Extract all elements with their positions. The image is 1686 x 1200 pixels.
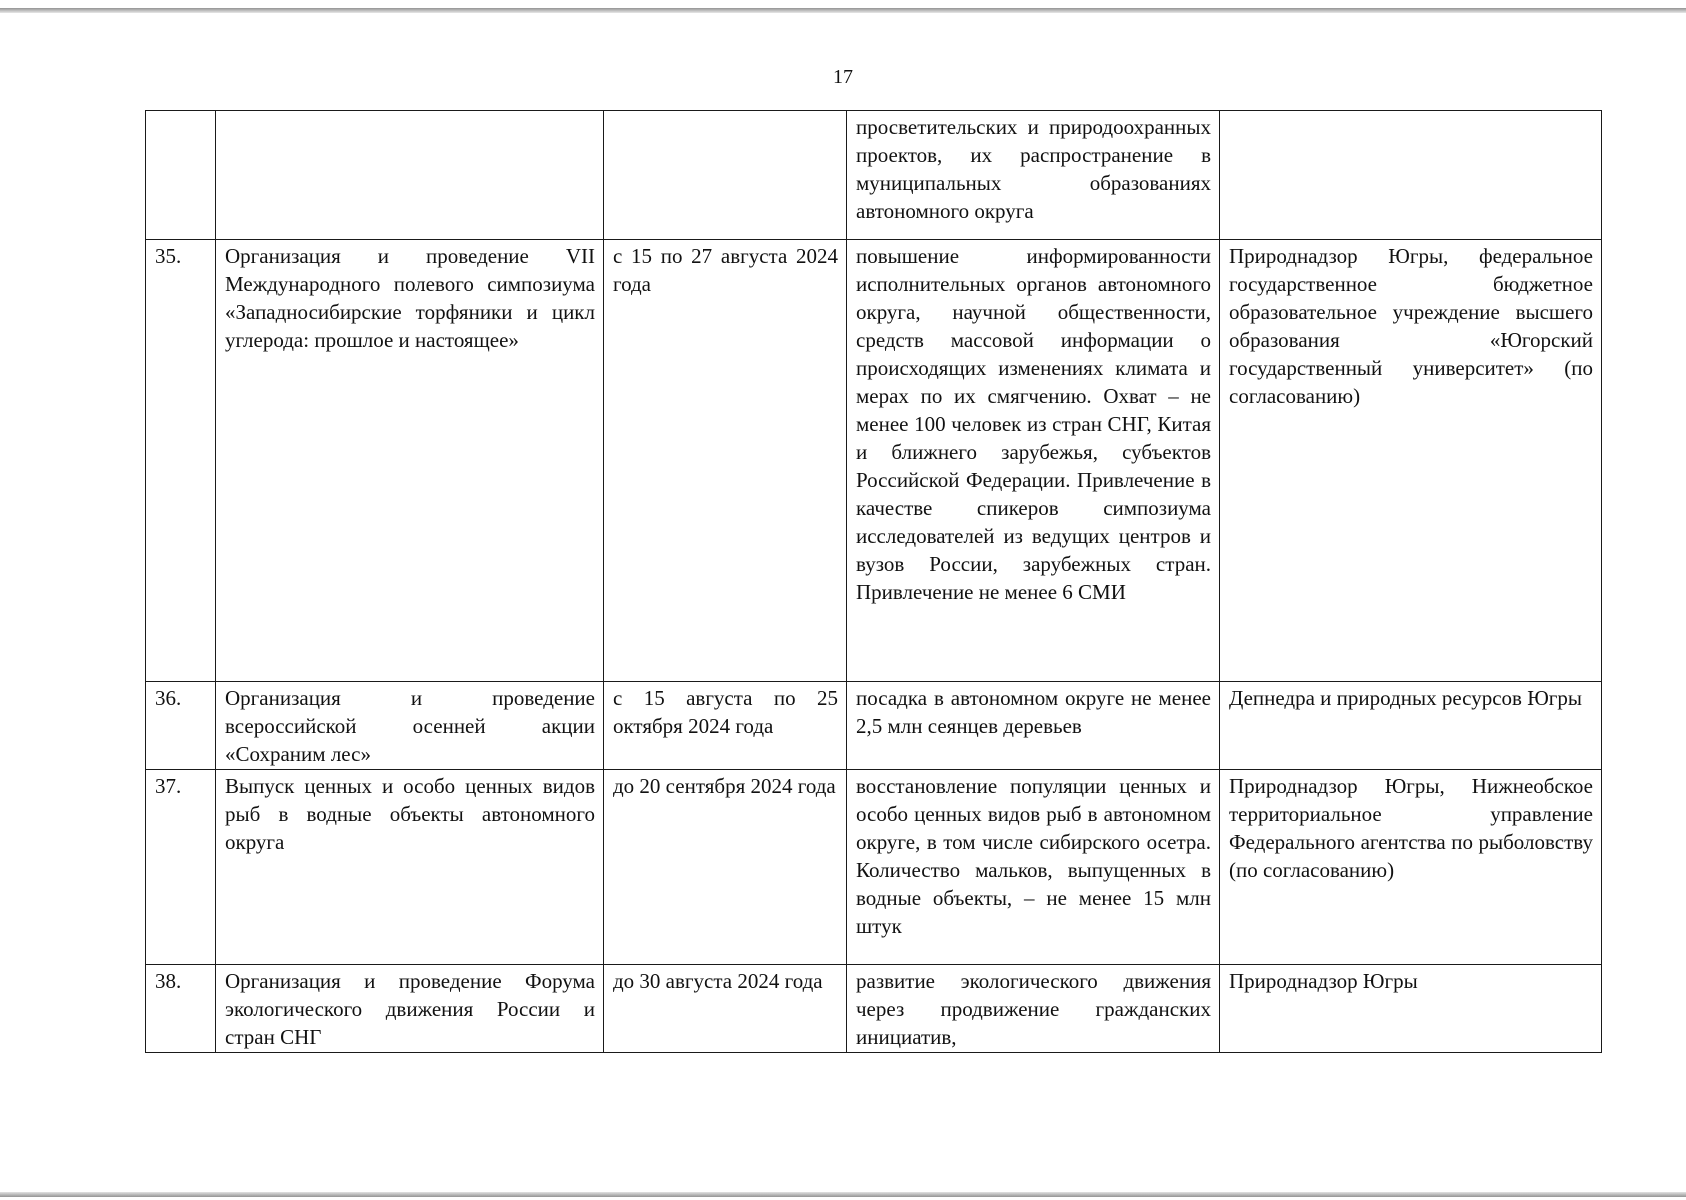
executor-cell: Природнадзор Югры, Нижнеобское территориальное управление Федерального агентства по рыболовству (по согласованию) [1220, 770, 1602, 965]
term-cell: до 30 августа 2024 года [604, 965, 847, 1053]
table-row-35 [146, 240, 1602, 682]
activity-name-cell: Организация и проведение всероссийской осенней акции «Сохраним лес» [216, 682, 604, 770]
result-cell: развитие экологического движения через продвижение гражданских инициатив, [847, 965, 1220, 1053]
row-number-cell: 35. [146, 240, 216, 682]
scan-edge-bottom [0, 1192, 1686, 1197]
row-number-cell [146, 111, 216, 240]
term-cell: с 15 по 27 августа 2024 года [604, 240, 847, 682]
result-cell: повышение информированности исполнительных органов автономного округа, научной общественности, средств массовой информации о происходящих изменениях климата и мерах по их смягчению. Охват – не менее 100 человек из стран СНГ, Китая и ближнего зарубежья, субъектов Российской Федерации. Привлечение в качестве спикеров симпозиума исследователей из ведущих центров и вузов России, зарубежных стран. Привлечение не менее 6 СМИ [847, 240, 1220, 682]
table-row-38 [146, 965, 1602, 1053]
executor-cell: Депнедра и природных ресурсов Югры [1220, 682, 1602, 770]
table-row-37 [146, 770, 1602, 965]
activity-name-cell: Организация и проведение VII Международного полевого симпозиума «Западносибирские торфяники и цикл углерода: прошлое и настоящее» [216, 240, 604, 682]
term-cell: до 20 сентября 2024 года [604, 770, 847, 965]
result-cell: восстановление популяции ценных и особо ценных видов рыб в автономном округе, в том числе сибирского осетра. Количество мальков, выпущенных в водные объекты, – не менее 15 млн штук [847, 770, 1220, 965]
activity-name-cell: Организация и проведение Форума экологического движения России и стран СНГ [216, 965, 604, 1053]
executor-cell: Природнадзор Югры, федеральное государственное бюджетное образовательное учреждение высшего образования «Югорский государственный университет» (по согласованию) [1220, 240, 1602, 682]
scan-edge-top [0, 8, 1686, 13]
activity-name-cell [216, 111, 604, 240]
activity-name-cell: Выпуск ценных и особо ценных видов рыб в водные объекты автономного округа [216, 770, 604, 965]
row-number-cell: 36. [146, 682, 216, 770]
row-number-cell: 37. [146, 770, 216, 965]
executor-cell [1220, 111, 1602, 240]
activities-table [145, 110, 1602, 1053]
page-number: 17 [833, 66, 853, 88]
row-number-cell: 38. [146, 965, 216, 1053]
term-cell [604, 111, 847, 240]
result-cell: просветительских и природоохранных проектов, их распространение в муниципальных образованиях автономного округа [847, 111, 1220, 240]
executor-cell: Природнадзор Югры [1220, 965, 1602, 1053]
result-cell: посадка в автономном округе не менее 2,5 млн сеянцев деревьев [847, 682, 1220, 770]
table-row-continuation [146, 111, 1602, 240]
table-row-36 [146, 682, 1602, 770]
term-cell: с 15 августа по 25 октября 2024 года [604, 682, 847, 770]
